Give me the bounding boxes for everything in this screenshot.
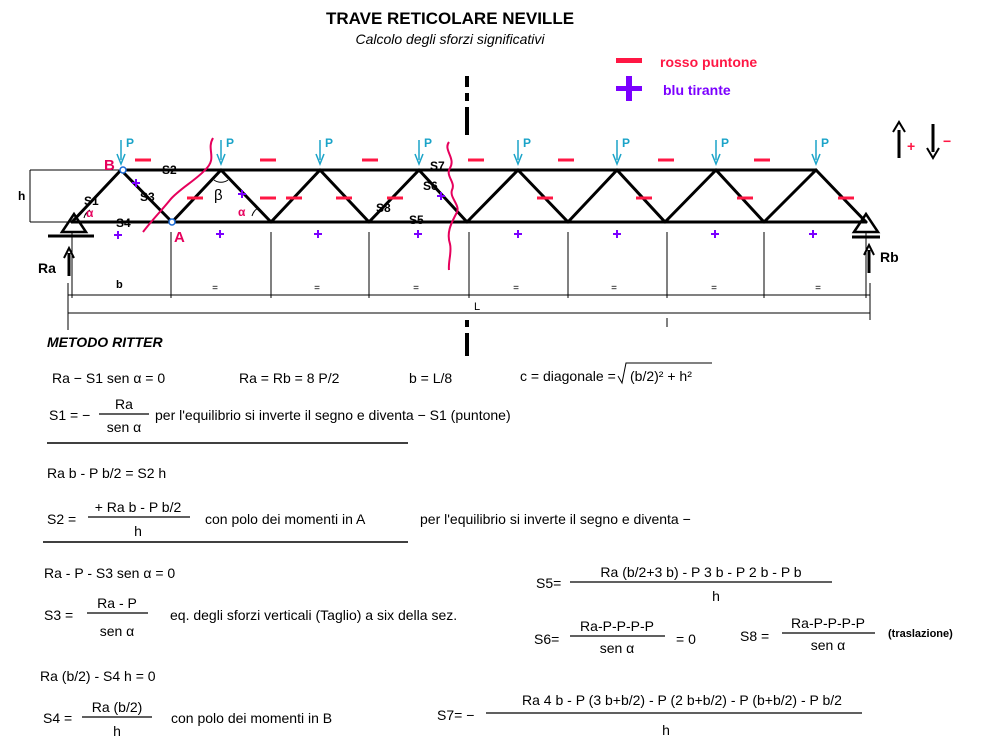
- s4-numerator: Ra (b/2): [91, 699, 143, 715]
- member-label-s4: S4: [116, 216, 131, 230]
- angle-beta: β: [214, 187, 223, 204]
- s1-lhs: S1 = −: [49, 407, 91, 423]
- equation-2: Ra b - P b/2 = S2 h: [47, 465, 167, 481]
- member-label-s8: S8: [376, 201, 391, 215]
- s5-numerator: Ra (b/2+3 b) - P 3 b - P 2 b - P b: [600, 564, 802, 580]
- plus-sign: [314, 230, 322, 238]
- equation-diagonal: c = diagonale =: [520, 368, 616, 384]
- angle-alpha-2: α: [238, 205, 246, 219]
- height-label: h: [18, 189, 26, 203]
- equation-4: Ra (b/2) - S4 h = 0: [40, 668, 156, 684]
- diagonal-member: [568, 170, 617, 222]
- equal-bay-mark: =: [413, 283, 419, 294]
- node-b-label: B: [104, 157, 115, 174]
- minus-sign: [135, 159, 151, 162]
- member-label-s5: S5: [409, 213, 424, 227]
- minus-sign: [387, 197, 403, 200]
- equation-3: Ra - P - S3 sen α = 0: [44, 565, 176, 581]
- minus-sign: [558, 159, 574, 162]
- bay-label: b: [116, 279, 123, 291]
- load-label: P: [622, 136, 631, 150]
- s2-lhs: S2 =: [47, 511, 77, 527]
- ritter-cut-line-1: [143, 138, 213, 232]
- diagonal-member: [764, 170, 816, 222]
- s7-lhs: S7= −: [437, 707, 475, 723]
- plus-sign: [711, 230, 719, 238]
- plus-sign: [514, 230, 522, 238]
- s6-numerator: Ra-P-P-P-P: [580, 618, 654, 634]
- node-b: [120, 167, 126, 173]
- equation-reactions: Ra = Rb = 8 P/2: [239, 370, 340, 386]
- plus-sign: [809, 230, 817, 238]
- s6-lhs: S6=: [534, 631, 560, 647]
- load-label: P: [325, 136, 334, 150]
- equal-bay-mark: =: [314, 283, 320, 294]
- page-subtitle: Calcolo degli sforzi significativi: [355, 31, 545, 47]
- s5-lhs: S5=: [536, 575, 562, 591]
- minus-sign: [286, 197, 302, 200]
- s3-lhs: S3 =: [44, 607, 74, 623]
- diagonal-member: [271, 170, 320, 222]
- s8-note: (traslazione): [888, 628, 953, 640]
- equal-bay-mark: =: [212, 283, 218, 294]
- reaction-label-ra: Ra: [38, 260, 56, 276]
- angle-alpha-1: α: [86, 206, 94, 220]
- s3-note: eq. degli sforzi verticali (Taglio) a six della sez.: [170, 607, 458, 623]
- truss-members: [72, 170, 866, 222]
- plus-sign: [132, 179, 140, 187]
- load-label: P: [721, 136, 730, 150]
- legend-plus-swatch: [616, 76, 642, 101]
- page-title: TRAVE RETICOLARE NEVILLE: [325, 9, 575, 28]
- s2-note-2: per l'equilibrio si inverte il segno e diventa −: [420, 511, 691, 527]
- minus-sign: [754, 159, 770, 162]
- reaction-label-rb: Rb: [880, 249, 899, 265]
- diagonal-member: [665, 170, 716, 222]
- s7-denominator: h: [662, 722, 670, 738]
- sign-convention-down-arrow: [927, 124, 951, 158]
- s6-rhs: = 0: [676, 631, 696, 647]
- member-label-s2: S2: [162, 163, 177, 177]
- minus-sign: [260, 197, 276, 200]
- s8-lhs: S8 =: [740, 628, 770, 644]
- angle-alpha-arc-2: [252, 208, 258, 216]
- s1-numerator: Ra: [115, 396, 133, 412]
- load-label: P: [523, 136, 532, 150]
- member-label-s7: S7: [430, 159, 445, 173]
- s1-denominator: sen α: [106, 419, 142, 435]
- equation-bay: b = L/8: [409, 370, 453, 386]
- node-a: [169, 219, 175, 225]
- equal-bay-mark: =: [513, 283, 519, 294]
- s4-note: con polo dei momenti in B: [171, 710, 333, 726]
- minus-sign: [362, 159, 378, 162]
- angle-beta-arc: [214, 180, 228, 182]
- dimension-lines: [68, 232, 870, 330]
- diagonal-member: [816, 170, 866, 222]
- member-label-s1: S1: [84, 194, 99, 208]
- member-label-s6: S6: [423, 179, 438, 193]
- load-label: P: [226, 136, 235, 150]
- minus-sign: [737, 197, 753, 200]
- diagonal-member: [518, 170, 568, 222]
- diagonal-member: [617, 170, 665, 222]
- member-label-s3: S3: [140, 190, 155, 204]
- s3-denominator: sen α: [99, 623, 135, 639]
- s2-numerator: + Ra b - P b/2: [94, 499, 182, 515]
- equation-diagonal-radicand: (b/2)² + h²: [630, 368, 692, 384]
- s3-numerator: Ra - P: [97, 595, 137, 611]
- sign-convention-up-arrow: [893, 122, 915, 158]
- s1-note: per l'equilibrio si inverte il segno e diventa − S1 (puntone): [155, 407, 511, 423]
- minus-sign: [336, 197, 352, 200]
- plus-sign: [114, 231, 122, 239]
- diagonal-member: [221, 170, 271, 222]
- legend-minus-label: rosso puntone: [660, 54, 758, 70]
- plus-sign: [216, 230, 224, 238]
- s4-lhs: S4 =: [43, 710, 73, 726]
- minus-sign: [468, 159, 484, 162]
- minus-sign: [658, 159, 674, 162]
- span-label: L: [474, 301, 481, 313]
- minus-sign: [187, 197, 203, 200]
- diagonal-member: [320, 170, 369, 222]
- s2-note-1: con polo dei momenti in A: [205, 511, 366, 527]
- s7-numerator: Ra 4 b - P (3 b+b/2) - P (2 b+b/2) - P (b+b/2) - P b/2: [522, 692, 842, 708]
- s2-denominator: h: [134, 523, 142, 539]
- minus-sign: [537, 197, 553, 200]
- legend-minus-swatch: [616, 58, 642, 63]
- minus-sign: [260, 159, 276, 162]
- s4-denominator: h: [113, 723, 121, 739]
- node-a-label: A: [174, 229, 185, 246]
- s5-denominator: h: [712, 588, 720, 604]
- diagonal-member: [467, 170, 518, 222]
- load-label: P: [424, 136, 433, 150]
- diagonal-member: [716, 170, 764, 222]
- load-label: P: [126, 136, 135, 150]
- load-label: P: [821, 136, 830, 150]
- method-title: METODO RITTER: [47, 334, 163, 350]
- equal-bay-mark: =: [711, 283, 717, 294]
- svg-text:−: −: [943, 133, 952, 149]
- equation-1: Ra − S1 sen α = 0: [52, 370, 166, 386]
- minus-sign: [838, 197, 854, 200]
- svg-text:+: +: [907, 138, 916, 154]
- s8-denominator: sen α: [810, 637, 846, 653]
- equal-bay-mark: =: [611, 283, 617, 294]
- legend-plus-label: blu tirante: [663, 82, 731, 98]
- s6-denominator: sen α: [599, 640, 635, 656]
- equal-bay-mark: =: [815, 283, 821, 294]
- s8-numerator: Ra-P-P-P-P: [791, 615, 865, 631]
- plus-sign: [613, 230, 621, 238]
- plus-sign: [414, 230, 422, 238]
- minus-sign: [636, 197, 652, 200]
